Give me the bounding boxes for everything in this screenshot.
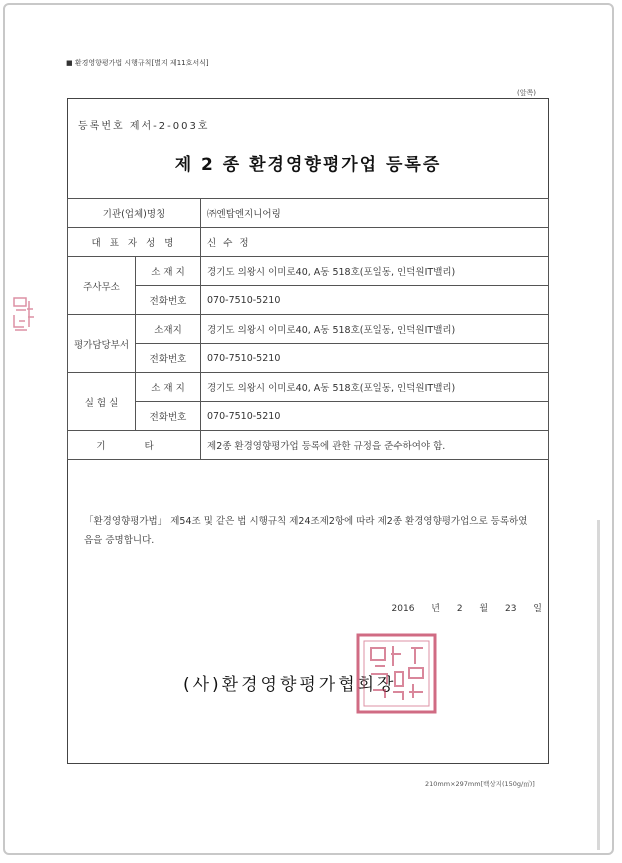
- issuer-name: (사)환경영향평가협회장: [183, 675, 397, 695]
- form-reference: ■ 환경영향평가법 시행규칙[별지 제11호서식]: [66, 59, 209, 67]
- registration-number: 등록번호 제서-2-003호: [78, 121, 210, 132]
- table-row: [68, 431, 549, 460]
- official-seal-icon: [355, 632, 438, 715]
- table-row: [68, 344, 549, 373]
- hq-address-label: 소 재 지: [136, 257, 201, 286]
- other-label: 기 타: [68, 431, 201, 460]
- info-table: [67, 198, 549, 460]
- paper-spec: 210mm×297mm[백상지(150g/㎡)]: [425, 780, 535, 788]
- table-row: [68, 199, 549, 228]
- lab-tel-label: 전화번호: [136, 402, 201, 431]
- lab-address-value: 경기도 의왕시 이미로40, A동 518호(포일동, 인덕원IT밸리): [201, 373, 549, 402]
- page-shadow: [597, 520, 600, 850]
- hq-label: 주사무소: [68, 257, 136, 315]
- side-label: (앞쪽): [517, 89, 536, 97]
- issue-date: 2016 년 2 월 23 일: [391, 604, 542, 614]
- table-row: [68, 373, 549, 402]
- assessment-dept-label: 평가담당부서: [68, 315, 136, 373]
- certificate-title: 제 2 종 환경영향평가업 등록증: [174, 155, 442, 175]
- hq-tel-value: 070-7510-5210: [201, 286, 549, 315]
- representative-value: 신 수 정: [201, 228, 549, 257]
- company-label: 기관(업체)명칭: [68, 199, 201, 228]
- partial-stamp-icon: [11, 295, 37, 335]
- other-value: 제2종 환경영향평가업 등록에 관한 규정을 준수하여야 함.: [201, 431, 549, 460]
- table-row: [68, 257, 549, 286]
- hq-address-value: 경기도 의왕시 이미로40, A동 518호(포일동, 인덕원IT밸리): [201, 257, 549, 286]
- table-row: [68, 315, 549, 344]
- lab-label: 실 험 실: [68, 373, 136, 431]
- certification-statement: 「환경영향평가법」 제54조 및 같은 법 시행규칙 제24조제2항에 따라 제2종 환경영향평가업으로 등록하였음을 증명합니다.: [84, 516, 528, 546]
- lab-tel-value: 070-7510-5210: [201, 402, 549, 431]
- representative-label: 대 표 자 성 명: [68, 228, 201, 257]
- table-row: [68, 228, 549, 257]
- assessment-address-label: 소재지: [136, 315, 201, 344]
- lab-address-label: 소 재 지: [136, 373, 201, 402]
- company-value: ㈜엔탑엔지니어링: [201, 199, 549, 228]
- assessment-address-value: 경기도 의왕시 이미로40, A동 518호(포일동, 인덕원IT밸리): [201, 315, 549, 344]
- table-row: [68, 402, 549, 431]
- hq-tel-label: 전화번호: [136, 286, 201, 315]
- table-row: [68, 286, 549, 315]
- assessment-tel-value: 070-7510-5210: [201, 344, 549, 373]
- assessment-tel-label: 전화번호: [136, 344, 201, 373]
